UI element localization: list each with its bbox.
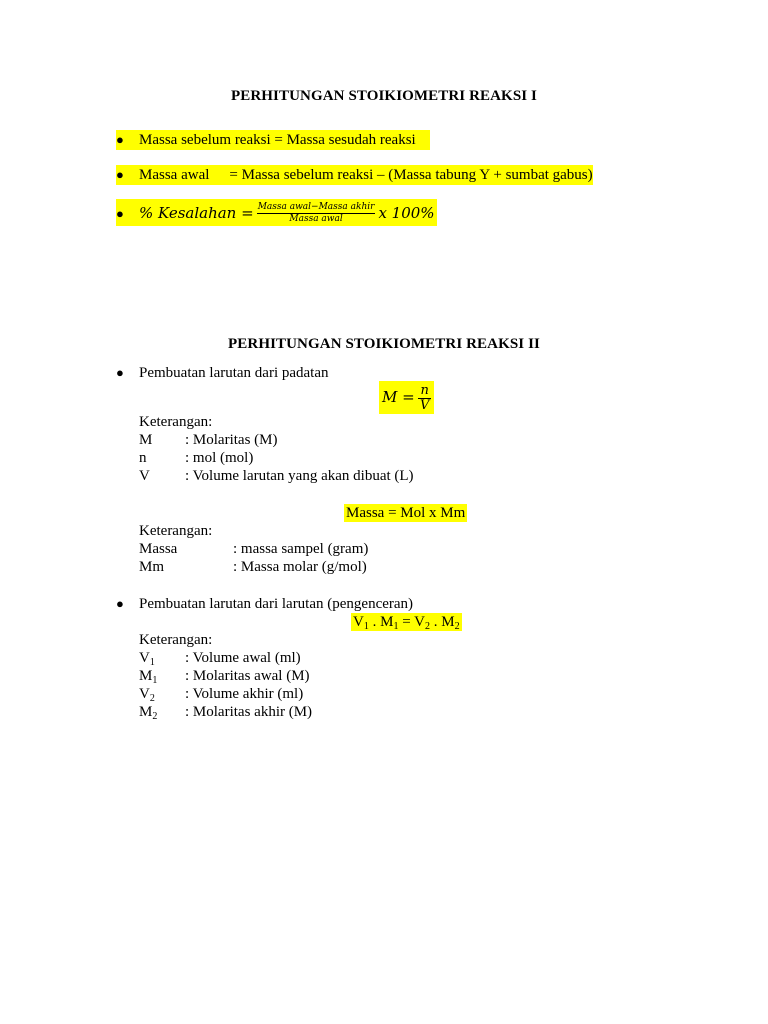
section1-title: PERHITUNGAN STOIKIOMETRI REAKSI I xyxy=(230,88,537,104)
dilution-v1-sub: 1 xyxy=(363,621,369,632)
legend-description: : Molaritas (M) xyxy=(185,432,278,448)
s1-bullet-1 xyxy=(116,129,430,151)
molarity-numerator: n xyxy=(420,383,429,399)
s2-bullet-1 xyxy=(116,362,329,384)
legend-symbol: $V_2$ xyxy=(139,686,155,704)
section2-title: PERHITUNGAN STOIKIOMETRI REAKSI II xyxy=(228,336,540,352)
s1-bullet-2 xyxy=(116,164,593,186)
legend-symbol-sub: 2 xyxy=(152,711,158,722)
bullet-icon: ● xyxy=(116,132,124,147)
bullet-icon: ● xyxy=(116,167,124,182)
dilution-m2: M xyxy=(441,614,455,630)
keterangan-label-1: Keterangan: xyxy=(139,414,213,430)
s1-bullet-3 xyxy=(116,199,437,227)
molarity-denominator: V xyxy=(419,398,430,414)
molarity-fraction xyxy=(418,384,430,413)
legend-description: : Volume awal (ml) xyxy=(185,650,301,666)
legend-description: : mol (mol) xyxy=(185,450,254,466)
legend-symbol: $M_1$ xyxy=(139,668,158,686)
legend-description: : Massa molar (g/mol) xyxy=(233,559,367,575)
bullet-icon: ● xyxy=(116,206,124,221)
legend-description: : massa sampel (gram) xyxy=(233,541,369,557)
error-formula-prefix: % Kesalahan = xyxy=(139,204,254,222)
s2-bullet-2-text: Pembuatan larutan dari larutan (pengenceran) xyxy=(139,596,414,612)
s2-bullet-1-text: Pembuatan larutan dari padatan xyxy=(139,365,329,381)
s1-bullet-1-text: Massa sebelum reaksi = Massa sesudah reaksi xyxy=(139,132,416,148)
dilution-v2: V xyxy=(414,614,425,630)
legend-description: : Volume larutan yang akan dibuat (L) xyxy=(185,468,414,484)
bullet-icon: ● xyxy=(116,596,124,611)
legend-symbol: Mm xyxy=(139,559,165,575)
legend-description: : Molaritas awal (M) xyxy=(185,668,310,684)
dilution-v1: V xyxy=(353,614,364,630)
error-formula-fraction xyxy=(257,202,376,225)
dilution-v2-sub: 2 xyxy=(424,621,430,632)
legend-symbol-sub: 1 xyxy=(149,657,155,668)
dilution-m1: M xyxy=(380,614,394,630)
molarity-lhs: M = xyxy=(382,388,415,406)
legend-symbol: $M_2$ xyxy=(139,704,158,722)
error-formula-suffix: x 100% xyxy=(378,204,435,222)
legend-symbol: $V_1$ xyxy=(139,650,155,668)
s2-bullet-2 xyxy=(116,593,413,615)
molarity-formula xyxy=(379,381,434,414)
keterangan-label-3: Keterangan: xyxy=(139,632,213,648)
legend-description: : Volume akhir (ml) xyxy=(185,686,304,702)
legend-symbol: n xyxy=(139,450,147,466)
legend-symbol: M xyxy=(139,432,153,448)
s1-bullet-2-left: Massa awal xyxy=(139,167,210,183)
error-formula-numerator: Massa awal−Massa akhir xyxy=(257,202,375,213)
legend-symbol: Massa xyxy=(139,541,178,557)
legend-symbol: V xyxy=(139,468,150,484)
error-formula-denominator: Massa awal xyxy=(289,214,343,225)
legend-symbol-sub: 2 xyxy=(149,693,155,704)
s1-bullet-2-right: = Massa sebelum reaksi – (Massa tabung Y + sumbat gabus) xyxy=(229,167,593,183)
mass-formula: Massa = Mol x Mm xyxy=(346,505,466,521)
dilution-m1-sub: 1 xyxy=(393,621,399,632)
dilution-formula: $V_1$ . $M_1 = V_2$ . $M_2$ xyxy=(353,614,460,632)
legend-description: : Molaritas akhir (M) xyxy=(185,704,313,720)
dilution-m2-sub: 2 xyxy=(454,621,460,632)
legend-symbol-sub: 1 xyxy=(152,675,158,686)
keterangan-label-2: Keterangan: xyxy=(139,523,213,539)
bullet-icon: ● xyxy=(116,365,124,380)
